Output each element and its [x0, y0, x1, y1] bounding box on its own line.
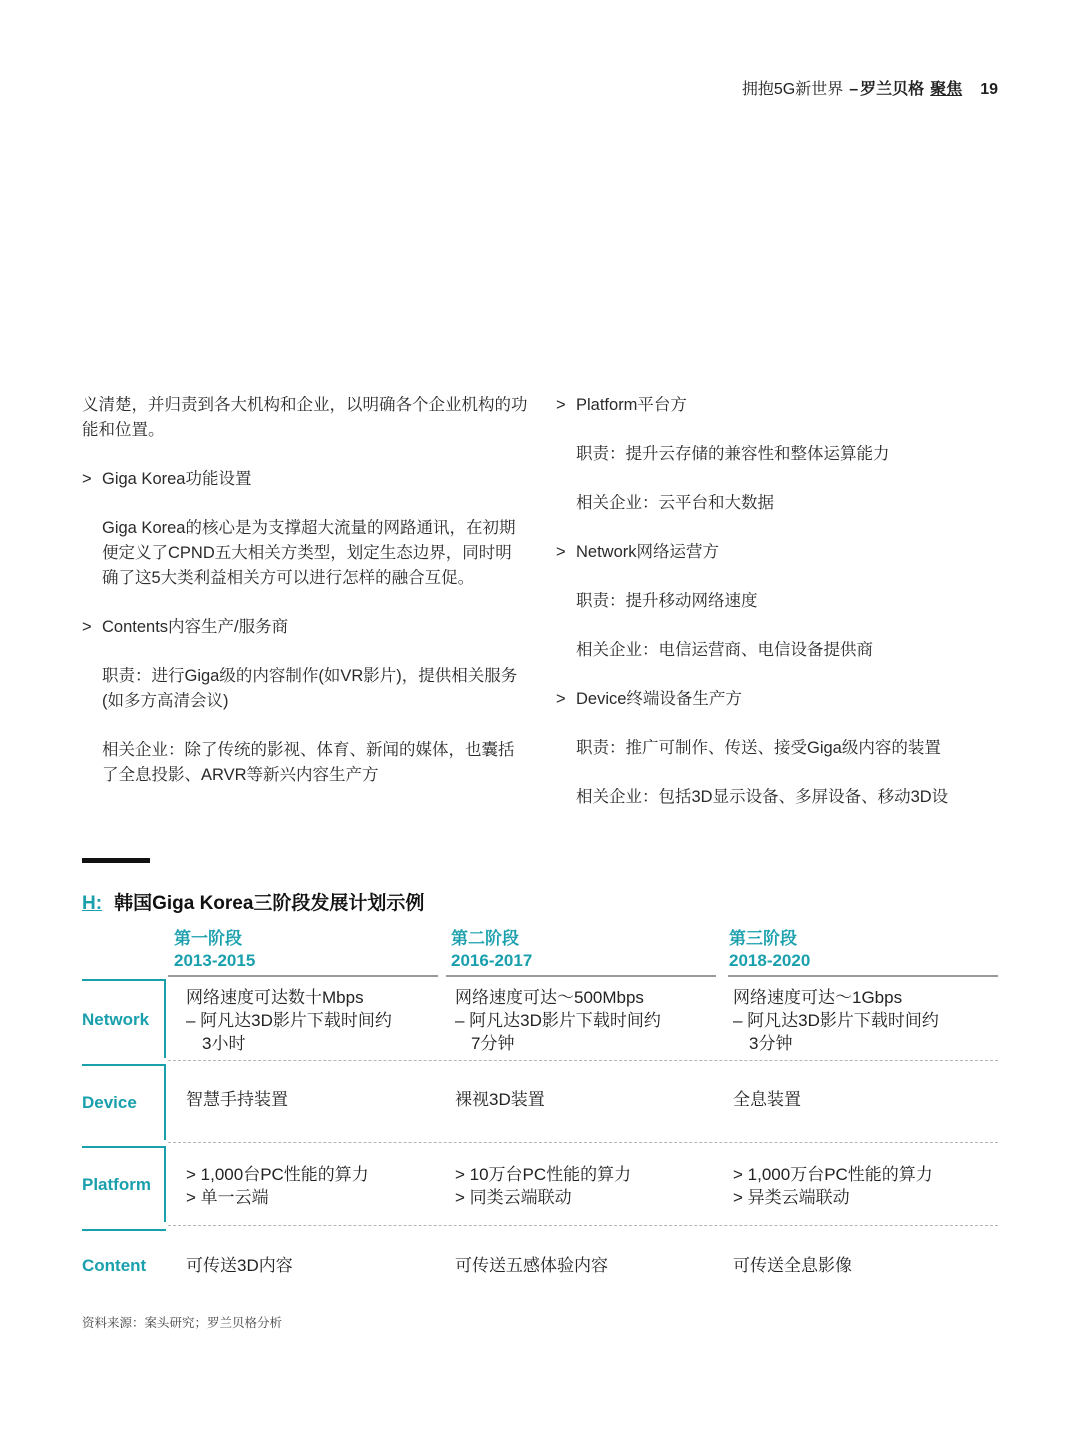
phase-2-header [451, 928, 721, 972]
page-header [742, 76, 998, 99]
platform-cell-3 [733, 1163, 933, 1209]
cell-line: 3小时 [202, 1034, 246, 1053]
cell-line: > 1,000台PC性能的算力 [186, 1165, 369, 1184]
cell-line: – 阿凡达3D影片下载时间约 [455, 1011, 661, 1030]
bullet-marker: > [82, 470, 92, 488]
network-duty: 职责：提升移动网络速度 [576, 592, 758, 610]
header-dash: – [849, 81, 859, 98]
cell-line: – 阿凡达3D影片下载时间约 [733, 1011, 939, 1030]
phase-name: 第二阶段 [451, 929, 519, 948]
network-cell-1 [186, 986, 392, 1055]
phase-name: 第三阶段 [729, 929, 797, 948]
cell-line: 7分钟 [471, 1034, 515, 1053]
phase-name: 第一阶段 [174, 929, 242, 948]
header-section: 聚焦 [930, 81, 963, 98]
cell-line: 网络速度可达数十Mbps [186, 988, 364, 1007]
bullet-device [556, 687, 1006, 712]
bullet-marker: > [556, 690, 566, 708]
phase-years: 2018-2020 [729, 951, 811, 970]
bullet-title: Contents内容生产/服务商 [102, 618, 289, 636]
cell-line: > 单一云端 [186, 1188, 269, 1207]
phase-years: 2013-2015 [174, 951, 256, 970]
bullet-title: Device终端设备生产方 [576, 690, 742, 708]
bullet-giga-korea [82, 467, 528, 492]
phase-1-header [174, 928, 444, 972]
device-companies: 相关企业：包括3D显示设备、多屏设备、移动3D设 [576, 788, 949, 806]
intro-paragraph: 义清楚，并归责到各大机构和企业，以明确各个企业机构的功能和位置。 [82, 396, 528, 439]
bullet-marker: > [82, 618, 92, 636]
row-divider [168, 1225, 998, 1226]
row-label-platform: Platform [82, 1146, 166, 1222]
platform-duty: 职责：提升云存储的兼容性和整体运算能力 [576, 445, 890, 463]
content-cell-1: 可传送3D内容 [186, 1256, 293, 1275]
content-cell-3: 可传送全息影像 [733, 1256, 852, 1275]
cell-line: > 同类云端联动 [455, 1188, 572, 1207]
network-cell-2 [455, 986, 661, 1055]
bullet-title: Platform平台方 [576, 396, 687, 414]
cell-line: 3分钟 [749, 1034, 793, 1053]
giga-korea-description: Giga Korea的核心是为支撑超大流量的网路通讯，在初期便定义了CPND五大相关方类型，划定生态边界，同时明确了这5大类利益相关方可以进行怎样的融合互促。 [102, 519, 516, 587]
network-cell-3 [733, 986, 939, 1055]
contents-duty: 职责：进行Giga级的内容制作(如VR影片)，提供相关服务(如多方高清会议) [102, 667, 518, 710]
contents-companies: 相关企业：除了传统的影视、体育、新闻的媒体，也囊括了全息投影、ARVR等新兴内容生产方 [102, 741, 515, 784]
bullet-contents [82, 615, 528, 640]
content-cell-2: 可传送五感体验内容 [455, 1256, 608, 1275]
bullet-platform [556, 393, 1006, 418]
cell-line: – 阿凡达3D影片下载时间约 [186, 1011, 392, 1030]
cell-line: 网络速度可达～1Gbps [733, 988, 903, 1007]
row-divider [168, 1142, 998, 1143]
page-number: 19 [980, 81, 998, 98]
cell-line: > 10万台PC性能的算力 [455, 1165, 632, 1184]
bullet-title: Giga Korea功能设置 [102, 470, 252, 488]
source-note: 资料来源：案头研究；罗兰贝格分析 [82, 1316, 283, 1330]
device-cell-1: 智慧手持装置 [186, 1090, 288, 1109]
header-brand: 罗兰贝格 [860, 81, 925, 98]
bullet-marker: > [556, 543, 566, 561]
left-column [82, 393, 528, 812]
header-title: 拥抱5G新世界 [741, 81, 844, 98]
bullet-marker: > [556, 396, 566, 414]
platform-cell-1 [186, 1163, 369, 1209]
row-label-content: Content [82, 1229, 166, 1301]
phase-3-rule [728, 975, 998, 977]
phase-3-header [729, 928, 999, 972]
cell-line: 网络速度可达～500Mbps [455, 988, 644, 1007]
cell-line: > 1,000万台PC性能的算力 [733, 1165, 933, 1184]
section-rule [82, 858, 150, 863]
platform-cell-2 [455, 1163, 631, 1209]
phase-1-rule [168, 975, 438, 977]
network-companies: 相关企业：电信运营商、电信设备提供商 [576, 641, 873, 659]
platform-companies: 相关企业：云平台和大数据 [576, 494, 774, 512]
figure-title [82, 888, 424, 915]
bullet-network [556, 540, 1006, 565]
figure-label: H: [82, 893, 103, 914]
phase-2-rule [446, 975, 716, 977]
row-label-network: Network [82, 979, 166, 1058]
cell-line: > 异类云端联动 [733, 1188, 850, 1207]
device-cell-3: 全息装置 [733, 1090, 801, 1109]
phase-years: 2016-2017 [451, 951, 533, 970]
device-duty: 职责：推广可制作、传送、接受Giga级内容的装置 [576, 739, 941, 757]
row-label-device: Device [82, 1064, 166, 1140]
bullet-title: Network网络运营方 [576, 543, 720, 561]
device-cell-2: 裸视3D装置 [455, 1090, 545, 1109]
row-divider [168, 1060, 998, 1061]
figure-title-text: 韩国Giga Korea三阶段发展计划示例 [114, 893, 425, 914]
right-column [556, 393, 1006, 834]
